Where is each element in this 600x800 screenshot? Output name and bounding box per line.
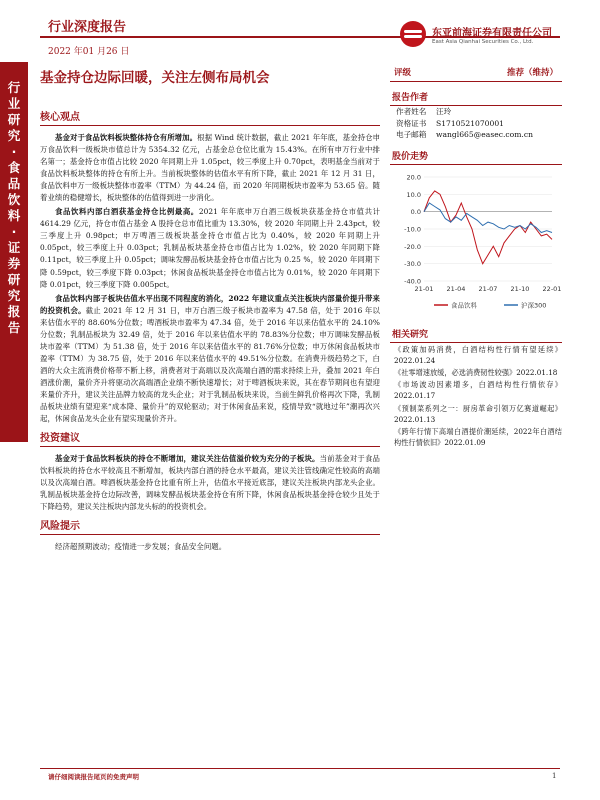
sidebar-char: ·	[11, 144, 17, 159]
y-tick-label: 20.0	[406, 173, 421, 181]
report-type: 行业深度报告	[48, 20, 127, 35]
sidebar-char: 研	[7, 112, 21, 127]
sidebar-char: 饮	[7, 192, 21, 207]
sidebar-char: 究	[7, 128, 21, 143]
x-tick-label: 21-07	[478, 284, 498, 293]
side-panel	[390, 62, 562, 448]
paragraph-lead: 基金对于食品饮料板块整体持仓有所增加。	[55, 133, 198, 142]
report-title: 基金持仓边际回暖，关注左侧布局机会	[40, 70, 270, 86]
related-report-link[interactable]: 《政策加码消费，白酒结构性行情有望延续》2022.01.24	[394, 344, 562, 365]
logo-mark-icon	[400, 21, 426, 47]
author-email[interactable]: wangl665@easec.com.cn	[436, 130, 533, 139]
author-heading: 报告作者	[390, 86, 562, 106]
sidebar-char: 告	[7, 320, 21, 335]
price-trend-chart	[390, 169, 562, 319]
paragraph-lead: 食品饮料内部白酒获基金持仓比例最高。	[55, 207, 199, 217]
paragraph-body: 2021 年年底申万白酒三级板块获基金持仓市值共计 4614.29 亿元，持仓市值占基金 A 股持仓总市值比重为 13.30%，较 2020 年同期上升 2.43pct，较三季度上升 0.98pct；申万啤酒三级板块基金持仓市值占比为 0.40%，较 2020 年同期上升 0.05pct，较三季度上升 0.03pct；乳制品板块基金持仓市值占比为 1.02%，较 2020 年同期下降 0.11pct，较三季度上升 0.05pct；调味发酵品板块基金持仓市值占比为 0.25 %，较 2020 年同期下降 0.59pct，较三季度下降 0.03pct；休闲食品板块基金持仓市值占比为 0.01%，较 2020 年同期下降 0.01pct，较三季度下降 0.005pct。	[40, 207, 380, 289]
related-report-link[interactable]: 《预制菜系列之一：厨房革命引领万亿赛道崛起》2022.01.13	[394, 403, 562, 424]
sidebar-char: 品	[7, 176, 21, 191]
x-tick-label: 21-01	[414, 284, 434, 293]
legend-label: 沪深300	[521, 301, 547, 309]
series-line-2	[424, 203, 552, 233]
sidebar-char: 食	[7, 160, 21, 175]
paragraph-lead: 基金对于食品饮料板块的持仓不断增加，建议关注估值溢价较为充分的子板块。	[55, 454, 320, 464]
paragraph-lead: 食品饮料内部子板块估值水平出现不同程度的消化，2022 年建议重点关注板块内部量价提升带来的投资机会。	[40, 293, 380, 315]
author-value: 汪玲	[436, 107, 452, 116]
related-report-link[interactable]: 《跨年行情下高端白酒提价潮延续，2022年白酒结构性行情依旧》2022.01.09	[394, 426, 562, 448]
author-key: 资格证书	[396, 118, 427, 128]
y-tick-label: -30.0	[404, 259, 421, 268]
sidebar-char: 究	[7, 288, 21, 303]
section-heading-investment: 投资建议	[40, 429, 380, 447]
sidebar-char: 证	[7, 240, 21, 255]
sidebar-char: 研	[7, 272, 21, 287]
report-header	[40, 14, 560, 64]
paragraph-body: 当前基金对于食品饮料板块的持仓水平较高且不断增加，板块内部白酒的持仓水平最高，建议关注管线确定性较高的高端以及次高端白酒。啤酒板块基金持仓比重有所上升，估值水平接近底部，建议关注板块内部龙头企业。乳制品板块基金持仓边际改善，调味发酵品板块基金持仓有所下降，休闲食品板块基金持仓较少且处于下降趋势，建议关注板块内部龙头标的的投资机会。	[40, 454, 380, 512]
author-key: 作者姓名	[396, 107, 427, 116]
sidebar-label	[0, 62, 28, 442]
paragraph-body: 根据 Wind 统计数据，截止 2021 年年底，基金持仓申万食品饮料一级板块市值总计为 5354.32 亿元，占基金总仓位比重为 15.43%。在所有申万行业中排名第一；基金持仓市值占比较 2020 年同期上升 1.05pct，较三季度上升 0.70pct，表明基金当前对于食品饮料板块整体的持仓有所上升。当前板块整体的估值水平有所下降，截止 2021 年 12 月 31 日，食品饮料申万一级板块整体市盈率（TTM）为 44.24 倍，而 2020 年同期板块市盈率为 53.65 倍。随着业绩的稳健增长，板块整体的估值得到进一步消化。	[40, 133, 381, 203]
sidebar-char: 料	[7, 208, 21, 223]
rating-value: 推荐（维持）	[506, 68, 558, 78]
main-content	[40, 108, 380, 555]
footer-divider	[40, 768, 560, 769]
y-tick-label: -20.0	[404, 242, 421, 251]
rating-row	[390, 62, 562, 82]
trend-heading: 股价走势	[390, 145, 562, 165]
series-line-1	[424, 190, 552, 263]
page-number: 1	[552, 772, 557, 780]
sidebar-char: 行	[7, 80, 21, 95]
x-tick-label: 21-04	[446, 284, 466, 293]
company-logo	[400, 14, 560, 54]
author-value: S1710521070001	[436, 118, 505, 128]
paragraph-valuation	[40, 293, 380, 426]
y-tick-label: 0.0	[410, 207, 421, 216]
y-tick-label: 10.0	[406, 190, 421, 199]
logo-chinese-name: 东亚前海证券有限责任公司	[432, 27, 552, 39]
section-heading-risk: 风险提示	[40, 517, 380, 535]
trend-chart-svg	[390, 169, 562, 319]
related-report-link[interactable]: 《社零增速放缓，必选消费韧性较强》2022.01.18	[394, 367, 558, 377]
sidebar-char: 券	[7, 256, 21, 271]
y-tick-label: -10.0	[404, 225, 421, 233]
related-heading: 相关研究	[390, 323, 562, 343]
related-report-link[interactable]: 《市场波动因素增多，白酒结构性行情依存》2022.01.17	[394, 380, 562, 401]
x-tick-label: 21-10	[510, 284, 530, 293]
author-row	[390, 106, 562, 118]
x-tick-label: 22-01	[542, 284, 562, 293]
paragraph-body: 截止 2021 年 12 月 31 日，申万白酒三级子板块市盈率为 47.58 倍，处于 2016 年以来估值水平的 88.60%分位数；啤酒板块市盈率为 47.34 倍，处于 2016 年以来估值水平的 24.10%分位数；乳制品板块为 32.49 倍，处于 2016 年以来估值水平的 78.83%分位数；申万调味发酵品板块市盈率（TTM）为 51.38 倍，处于 2016 年以来估值水平的 81.76%分位数；申万休闲食品板块市盈率（TTM）为 38.75 倍，处于 2016 年以来估值水平的 49.51%分位数。在消费升级趋势之下，白酒的大众主流消费价格带不断上移，消费者对于高端以及次高端白酒的需求持续上升，叠加 2021 年白酒涨价潮，量价齐升将驱动次高端酒企业绩不断快速增长；对于啤酒板块来说，其在春节期间也有望迎来量价齐升，建议关注品牌力较高的龙头企业；对于乳制品板块来说，当前生鲜乳价格再次下降，乳制品板块业绩有望迎来“成本降、量价升”的双轮驱动；对于休闲食品来说，疫情导致“就地过年”潮再次兴起，休闲食品龙头企业有望实现量价齐升。	[40, 305, 380, 424]
footer-disclaimer: 请仔细阅读报告尾页的免责声明	[48, 773, 139, 781]
sidebar-char: ·	[11, 224, 17, 239]
paragraph-risk: 经济超预期波动；疫情进一步发展；食品安全问题。	[55, 542, 227, 552]
author-row	[390, 118, 562, 130]
paragraph-baijiu	[40, 206, 380, 290]
logo-english-name: East Asia Qianhai Securities Co., Ltd.	[432, 38, 534, 45]
paragraph-fund-holdings	[40, 132, 380, 204]
author-key: 电子邮箱	[396, 130, 427, 139]
y-tick-label: -40.0	[404, 277, 421, 285]
sidebar-char: 业	[7, 96, 21, 111]
sidebar-char: 报	[7, 304, 21, 319]
paragraph-investment	[40, 453, 380, 513]
rating-label: 评级	[394, 68, 412, 78]
section-heading-core: 核心观点	[40, 108, 380, 126]
legend-label: 食品饮料	[451, 301, 477, 309]
report-date: 2022 年01 月26 日	[48, 47, 130, 57]
author-row	[390, 129, 562, 141]
